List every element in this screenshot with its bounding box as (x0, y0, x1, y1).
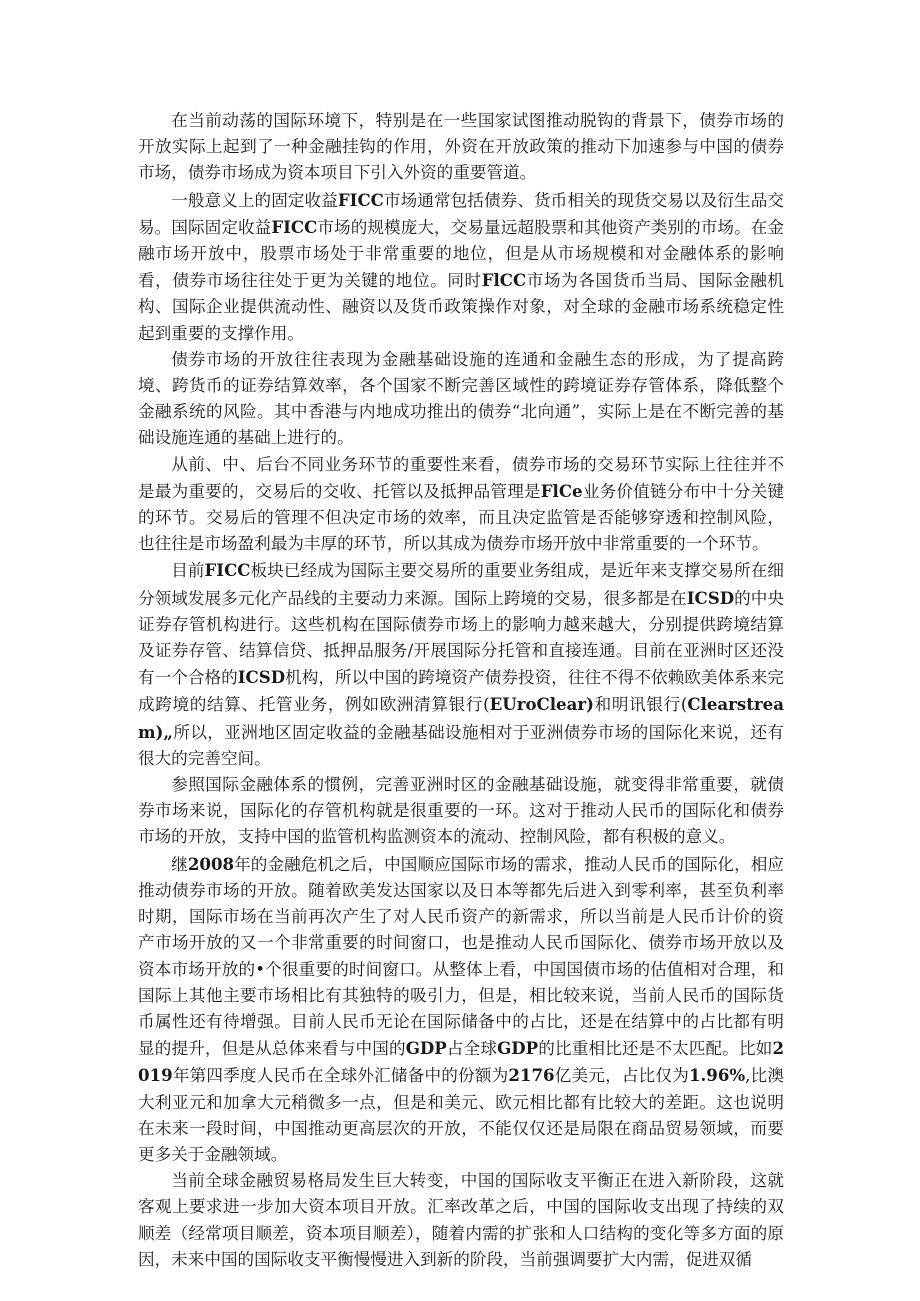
paragraph: 继2008年的金融危机之后，中国顺应国际市场的需求，推动人民币的国际化，相应推动债券市场的开放。随着欧美发达国家以及日本等都先后进入到零利率，甚至负利率时期，国际市场在当前再次产生了对人民币资产的新需求，所以当前是人民币计价的资产市场开放的又一个非常重要的时间窗口，也是推动人民币国际化、债券市场开放以及资本市场开放的•个很重要的时间窗口。从整体上看，中国国债市场的估值相对合理，和国际上其他主要市场相比有其独特的吸引力，但是，相比较来说，当前人民币的国际货币属性还有待增强。目前人民币无论在国际储备中的占比，还是在结算中的占比都有明显的提升，但是从总体来看与中国的GDP占全球GDP的比重相比还是不太匹配。比如2019年第四季度人民币在全球外汇储备中的份额为2176亿美元，占比仅为1.96%,比澳大利亚元和加拿大元稍微多一点，但是和美元、欧元相比都有比较大的差距。这也说明在未来一段时间，中国推动更高层次的开放，不能仅仅还是局限在商品贸易领域，而要更多关于金融领域。 (138, 853, 785, 1164)
paragraph: 参照国际金融体系的惯例，完善亚洲时区的金融基础设施，就变得非常重要，就债券市场来说，国际化的存管机构就是很重要的一环。这对于推动人民币的国际化和债券市场的开放，支持中国的监管机构监测资本的流动、控制风险，都有积极的意义。 (138, 775, 784, 847)
paragraph: 目前FICC板块已经成为国际主要交易所的重要业务组成，是近年来支撑交易所在细分领域发展多元化产品线的主要动力来源。国际上跨境的交易，很多都是在ICSD的中央证券存管机构进行。这些机构在国际债券市场上的影响力越来越大，分别提供跨境结算及证券存管、结算信贷、抵押品服务/开展国际分托管和直接连通。目前在亚洲时区还没有一个合格的ICSD机构，所以中国的跨境资产债券投资，往往不得不依赖欧美体系来完成跨境的结算、托管业务，例如欧洲清算银行(EUroClear)和明讯银行(Clearstream)„所以，亚洲地区固定收益的金融基础设施相对于亚洲债券市场的国际化来说，还有很大的完善空间。 (138, 560, 785, 768)
paragraph: 在当前动荡的国际环境下，特别是在一些国家试图推动脱钩的背景下，债券市场的开放实际上起到了一种金融挂钩的作用，外资在开放政策的推动下加速参与中国的债券市场，债券市场成为资本项目下引入外资的重要管道。 (138, 111, 784, 183)
paragraph: 从前、中、后台不同业务环节的重要性来看，债券市场的交易环节实际上往往并不是最为重要的，交易后的交收、托管以及抵押品管理是FlCe业务价值链分布中十分关键的环节。交易后的管理不但决定市场的效率，而且决定监管是否能够穿透和控制风险，也往往是市场盈利最为丰厚的环节，所以其成为债券市场开放中非常重要的一个环节。 (138, 454, 785, 554)
document-body (138, 108, 784, 1273)
paragraph: 债券市场的开放往往表现为金融基础设施的连通和金融生态的形成，为了提高跨境、跨货币的证券结算效率，各个国家不断完善区域性的跨境证券存管体系，降低整个金融系统的风险。其中香港与内地成功推出的债券“北向通”，实际上是在不断完善的基础设施连通的基础上进行的。 (138, 349, 784, 448)
paragraph: 一般意义上的固定收益FICC市场通常包括债券、货币相关的现货交易以及衍生品交易。国际固定收益FICC市场的规模庞大，交易量远超股票和其他资产类别的市场。在金融市场开放中，股票市场处于非常重要的地位，但是从市场规模和对金融体系的影响看，债券市场往往处于更为关键的地位。同时FlCC市场为各国货币当局、国际金融机构、国际企业提供流动性、融资以及货币政策操作对象，对全球的金融市场系统稳定性起到重要的支撑作用。 (138, 189, 785, 343)
paragraph: 当前全球金融贸易格局发生巨大转变，中国的国际收支平衡正在进入新阶段，这就客观上要求进一步加大资本项目开放。汇率改革之后，中国的国际收支出现了持续的双顺差（经常项目顺差，资本项目顺差），随着内需的扩张和人口结构的变化等多方面的原因，未来中国的国际收支平衡慢慢进入到新的阶段，当前强调要扩大内需，促进双循 (138, 1171, 784, 1269)
